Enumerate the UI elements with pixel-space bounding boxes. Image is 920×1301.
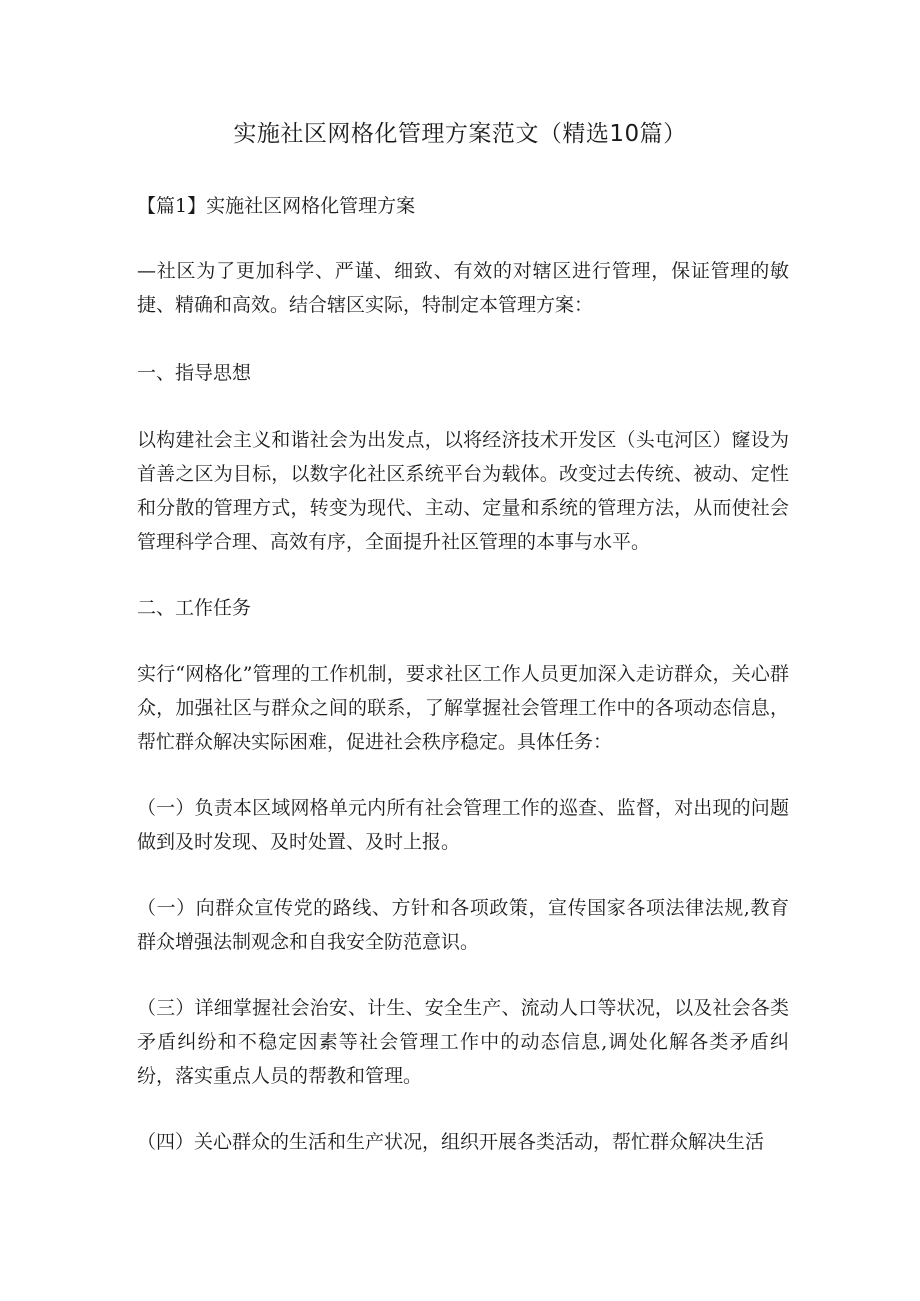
intro-paragraph: —社区为了更加科学、严谨、细致、有效的对辖区进行管理，保证管理的敏捷、精确和高效。结合辖区实际，特制定本管理方案： [137,260,789,316]
document-title: 实施社区网格化管理方案范文（精选10篇） [233,121,687,147]
work-tasks-paragraph: 实行“网格化”管理的工作机制，要求社区工作人员更加深入走访群众，关心群众，加强社区与群众之间的联系，了解掌握社会管理工作中的各项动态信息，帮忙群众解决实际困难，促进社会秩序稳定。具体任务： [137,663,789,753]
guiding-ideology-paragraph: 以构建社会主义和谐社会为出发点，以将经济技术开发区（头屯河区）窿设为首善之区为目标，以数字化社区系统平台为载体。改变过去传统、被动、定性和分散的管理方式，转变为现代、主动、定量和系统的管理方法，从而使社会管理科学合理、高效有序，全面提升社区管理的本事与水平。 [137,429,789,553]
task-item-3: （三）详细掌握社会治安、计生、安全生产、流动人口等状况，以及社会各类矛盾纠纷和不稳定因素等社会管理工作中的动态信息,调处化解各类矛盾纠纷，落实重点人员的帮教和管理。 [137,997,789,1087]
section-heading-work-tasks: 二、工作任务 [137,597,252,619]
task-item-2: （一）向群众宣传党的路线、方针和各项政策，宣传国家各项法律法规,教育群众增强法制观念和自我安全防范意识。 [137,897,789,953]
article-subtitle: 【篇1】实施社区网格化管理方案 [137,195,416,217]
task-item-1: （一）负责本区域网格单元内所有社会管理工作的巡查、监督，对出现的问题做到及时发现、及时处置、及时上报。 [137,797,789,853]
section-heading-guiding-ideology: 一、指导思想 [137,362,252,384]
task-item-4: （四）关心群众的生活和生产状况，组织开展各类活动，帮忙群众解决生活 [137,1131,765,1153]
